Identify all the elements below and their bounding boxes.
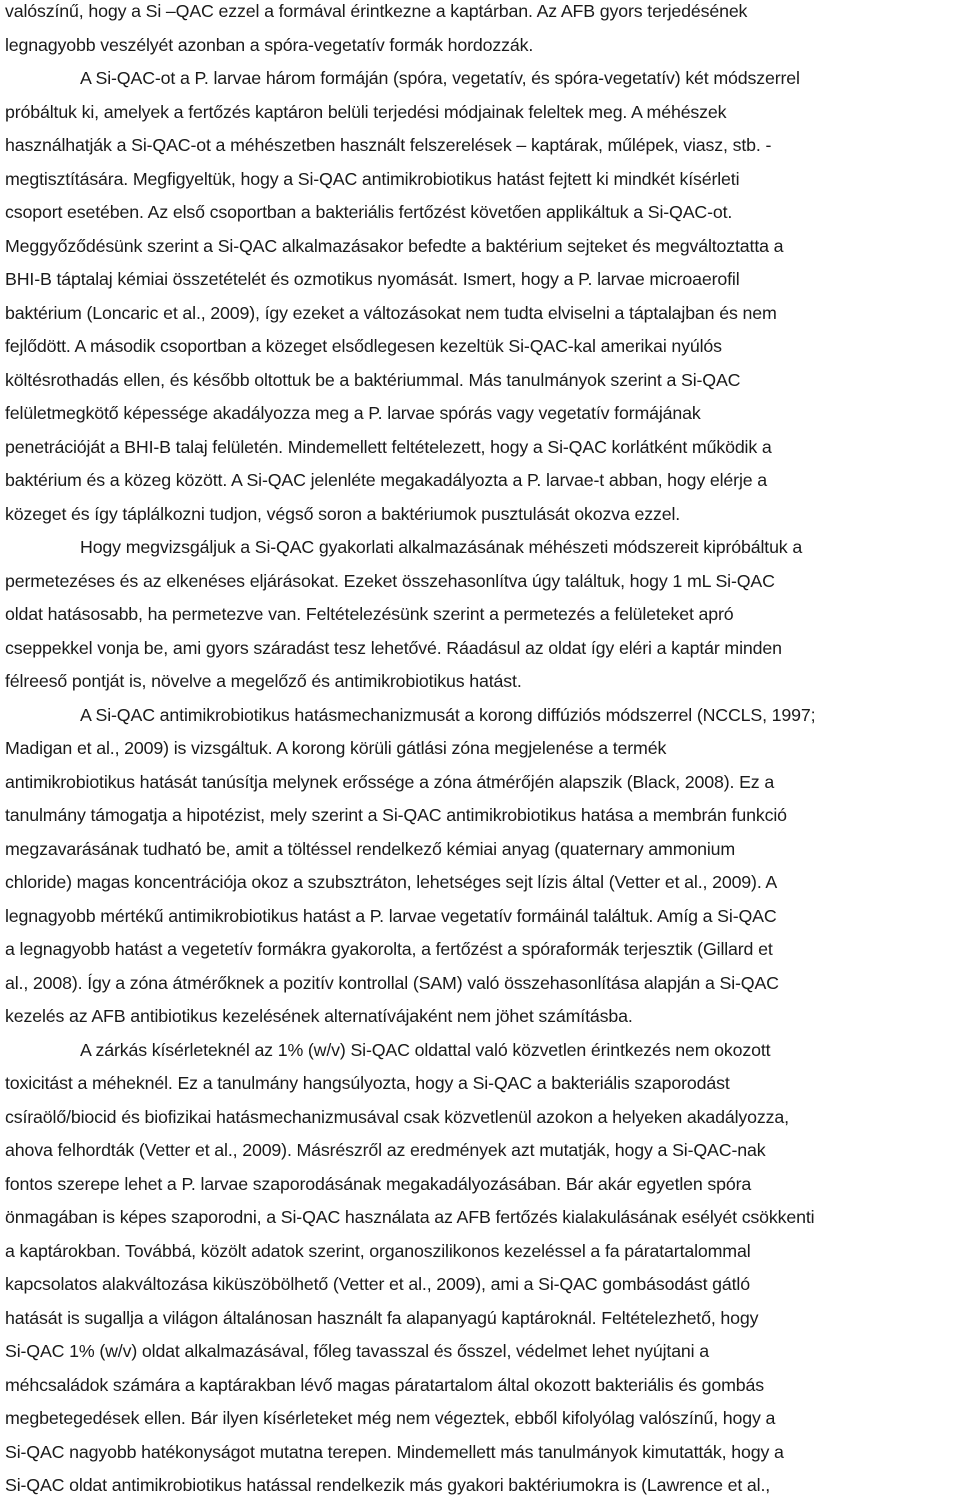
text-line: ahova felhordták (Vetter et al., 2009). Másrészről az eredmények azt mutatják, hogy a Si-QAC-nak bbox=[5, 1140, 766, 1160]
text-line: félreeső pontját is, növelve a megelőző és antimikrobiotikus hatást. bbox=[5, 671, 522, 691]
text-line: Si-QAC oldat antimikrobiotikus hatással rendelkezik más gyakori baktériumokra is (Lawrence et al., bbox=[5, 1475, 771, 1495]
text-line: próbáltuk ki, amelyek a fertőzés kaptáron belüli terjedési módjainak feleltek meg. A méhészek bbox=[5, 101, 727, 122]
text-line: Hogy megvizsgáljuk a Si-QAC gyakorlati alkalmazásának méhészeti módszereit kipróbáltuk a bbox=[80, 537, 803, 557]
text-line: legnagyobb mértékű antimikrobiotikus hatást a P. larvae vegetatív formáinál találtuk. Amíg a Si-QAC bbox=[5, 905, 777, 926]
text-line: használhatják a Si-QAC-ot a méhészetben használt felszerelések – kaptárak, műlépek, viasz, stb. - bbox=[5, 135, 772, 155]
text-line: antimikrobiotikus hatását tanúsítja melynek erőssége a zóna átmérőjén alapszik (Black, 2008). Ez a bbox=[5, 771, 775, 792]
text-line: BHI-B táptalaj kémiai összetételét és ozmotikus nyomását. Ismert, hogy a P. larvae microaerofil bbox=[5, 269, 740, 289]
text-line: a legnagyobb hatást a vegetetív formákra gyakorolta, a fertőzést a spóraformák terjesztik (Gillard et bbox=[5, 939, 773, 959]
text-line: baktérium (Loncaric et al., 2009), így ezeket a változásokat nem tudta elviselni a táptalajban és nem bbox=[5, 302, 777, 323]
text-line: csoport esetében. Az első csoportban a bakteriális fertőzést követően applikáltuk a Si-QAC-ot. bbox=[5, 202, 733, 222]
text-line: fejlődött. A második csoportban a közeget elsődlegesen kezeltük Si-QAC-kal amerikai nyúlós bbox=[5, 336, 722, 356]
text-line: chloride) magas koncentrációja okoz a szubsztráton, lehetséges sejt lízis által (Vetter et al., 2009). A bbox=[5, 872, 778, 892]
text-line: A Si-QAC antimikrobiotikus hatásmechanizmusát a korong diffúziós módszerrel (NCCLS, 1997; bbox=[80, 704, 816, 725]
text-line: felületmegkötő képessége akadályozza meg a P. larvae spórás vagy vegetatív formájának bbox=[5, 403, 701, 423]
text-line: A zárkás kísérleteknél az 1% (w/v) Si-QAC oldattal való közvetlen érintkezés nem okozott bbox=[80, 1039, 771, 1060]
text-line: csíraölő/biocid és biofizikai hatásmechanizmusával csak közvetlenül azokon a helyeken akadályozza, bbox=[5, 1106, 789, 1127]
text-line: közeget és így táplálkozni tudjon, végső soron a baktériumok pusztulását okozva ezzel. bbox=[5, 503, 681, 524]
text-line: kezelés az AFB antibiotikus kezelésének alternatívájaként nem jöhet számításba. bbox=[5, 1006, 633, 1026]
text-line: Si-QAC 1% (w/v) oldat alkalmazásával, főleg tavasszal és ősszel, védelmet lehet nyújtani a bbox=[5, 1341, 710, 1361]
text-line: megbetegedések ellen. Bár ilyen kísérleteket még nem végeztek, ebből kifolyólag valószínű, hogy a bbox=[5, 1408, 776, 1428]
text-line: cseppekkel vonja be, ami gyors száradást tesz lehetővé. Ráadásul az oldat így eléri a kaptár minden bbox=[5, 637, 782, 658]
text-line: legnagyobb veszélyét azonban a spóra-vegetatív formák hordozzák. bbox=[5, 34, 534, 55]
text-line: al., 2008). Így a zóna átmérőknek a pozitív kontrollal (SAM) való összehasonlítása alapján a Si-QAC bbox=[5, 972, 779, 993]
text-line: oldat hatásosabb, ha permetezve van. Feltételezésünk szerint a permetezés a felületeket apró bbox=[5, 604, 734, 624]
text-line: költésrothadás ellen, és később oltottuk be a baktériummal. Más tanulmányok szerint a Si-QAC bbox=[5, 369, 741, 390]
text-line: megtisztítására. Megfigyeltük, hogy a Si-QAC antimikrobiotikus hatást fejtett ki mindkét kísérleti bbox=[5, 168, 740, 189]
text-line: Si-QAC nagyobb hatékonyságot mutatna terepen. Mindemellett más tanulmányok kimutatták, hogy a bbox=[5, 1441, 784, 1462]
text-line: penetrációját a BHI-B talaj felületén. Mindemellett feltételezett, hogy a Si-QAC korlátként működik a bbox=[5, 436, 772, 457]
text-line: Meggyőződésünk szerint a Si-QAC alkalmazásakor befedte a baktérium sejteket és megváltoztatta a bbox=[5, 235, 784, 256]
text-line: Madigan et al., 2009) is vizsgáltuk. A korong körüli gátlási zóna megjelenése a termék bbox=[5, 738, 667, 758]
text-line: kapcsolatos alakváltozása kiküszöbölhető (Vetter et al., 2009), ami a Si-QAC gombásodást gátló bbox=[5, 1274, 750, 1294]
text-line: méhcsaládok számára a kaptárakban lévő magas páratartalom által okozott bakteriális és gombás bbox=[5, 1374, 764, 1395]
text-line: hatását is sugallja a világon általánosan használt fa alapanyagú kaptároknál. Feltételezhető, hogy bbox=[5, 1307, 759, 1328]
text-line: valószínű, hogy a Si –QAC ezzel a formával érintkezne a kaptárban. Az AFB gyors terjedésének bbox=[5, 1, 748, 21]
text-line: fontos szerepe lehet a P. larvae szaporodásának megakadályozásában. Bár akár egyetlen spóra bbox=[5, 1173, 752, 1194]
text-line: permetezéses és az elkenéses eljárásokat. Ezeket összehasonlítva úgy találtuk, hogy 1 mL Si-QAC bbox=[5, 570, 775, 591]
text-line: a kaptárokban. Továbbá, közölt adatok szerint, organoszilikonos kezeléssel a fa páratartalommal bbox=[5, 1240, 751, 1261]
text-line: önmagában is képes szaporodni, a Si-QAC használata az AFB fertőzés kialakulásának esélyét csökkenti bbox=[5, 1207, 815, 1227]
text-line: baktérium és a közeg között. A Si-QAC jelenléte megakadályozta a P. larvae-t abban, hogy elérje a bbox=[5, 470, 768, 490]
text-line: toxicitást a méheknél. Ez a tanulmány hangsúlyozta, hogy a Si-QAC a bakteriális szaporodást bbox=[5, 1073, 730, 1093]
text-line: A Si-QAC-ot a P. larvae három formáján (spóra, vegetatív, és spóra-vegetatív) két módszerrel bbox=[80, 68, 800, 88]
text-line: megzavarásának tudható be, amit a töltéssel rendelkező kémiai anyag (quaternary ammonium bbox=[5, 838, 736, 859]
text-line: tanulmány támogatja a hipotézist, mely szerint a Si-QAC antimikrobiotikus hatása a membrán funkció bbox=[5, 805, 787, 825]
